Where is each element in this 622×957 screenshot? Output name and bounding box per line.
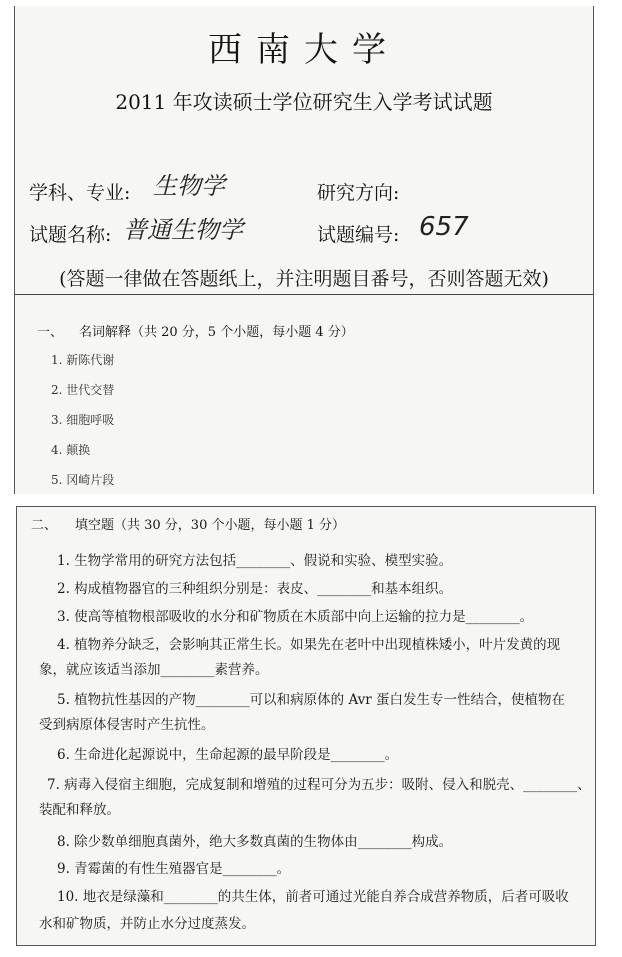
subject-label: 学科、专业:: [29, 182, 131, 204]
paper-code-handwritten: 657: [419, 212, 469, 242]
list-item: 1. 新陈代谢: [51, 353, 115, 367]
subject-handwritten: 生物学: [153, 172, 225, 200]
section2-number: 二、: [31, 518, 58, 533]
paper-code-label: 试题编号:: [317, 224, 400, 246]
section1-number: 一、: [37, 325, 64, 340]
question-line: 装配和释放。: [39, 802, 120, 818]
fill-in-blank-sheet: [16, 506, 596, 946]
question-line: 2. 构成植物器官的三种组织分别是：表皮、________和基本组织。: [57, 581, 453, 597]
exam-header-sheet: [14, 6, 594, 494]
question-line: 6. 生命进化起源说中，生命起源的最早阶段是________。: [57, 747, 399, 763]
question-line: 象，就应该适当添加________素营养。: [39, 662, 269, 678]
paper-name-label: 试题名称:: [29, 224, 112, 246]
list-item: 2. 世代交替: [51, 383, 115, 397]
question-line: 5. 植物抗性基因的产物________可以和病原体的 Avr 蛋白发生专一性结合，使植物在: [57, 692, 566, 708]
question-line: 水和矿物质，并防止水分过度蒸发。: [39, 916, 255, 932]
question-line: 10. 地衣是绿藻和________的共生体，前者可通过光能自养合成营养物质，后者可吸收: [57, 889, 569, 905]
direction-label: 研究方向:: [317, 182, 400, 204]
answer-instruction: (答题一律做在答题纸上，并注明题目番号，否则答题无效): [59, 268, 549, 290]
question-line: 3. 使高等植物根部吸收的水分和矿物质在木质部中向上运输的拉力是________。: [57, 609, 534, 625]
paper-name-handwritten: 普通生物学: [123, 216, 243, 244]
header-divider: [15, 294, 593, 295]
university-name: 西南大学: [208, 30, 400, 70]
list-item: 3. 细胞呼吸: [51, 413, 115, 427]
section2-title: 填空题（共 30 分，30 个小题，每小题 1 分）: [75, 518, 346, 533]
question-line: 1. 生物学常用的研究方法包括________、假说和实验、模型实验。: [57, 553, 453, 569]
question-line: 9. 青霉菌的有性生殖器官是________。: [57, 861, 291, 877]
question-line: 受到病原体侵害时产生抗性。: [39, 717, 215, 733]
exam-title: 2011 年攻读硕士学位研究生入学考试试题: [115, 90, 493, 114]
list-item: 5. 冈崎片段: [51, 473, 115, 487]
section1-title: 名词解释（共 20 分，5 个小题，每小题 4 分）: [79, 325, 354, 340]
question-line: 7. 病毒入侵宿主细胞，完成复制和增殖的过程可分为五步：吸附、侵入和脱壳、________、: [47, 777, 591, 793]
question-line: 8. 除少数单细胞真菌外，绝大多数真菌的生物体由________构成。: [57, 834, 453, 850]
question-line: 4. 植物养分缺乏，会影响其正常生长。如果先在老叶中出现植株矮小，叶片发黄的现: [57, 637, 561, 653]
list-item: 4. 颠换: [51, 443, 91, 457]
